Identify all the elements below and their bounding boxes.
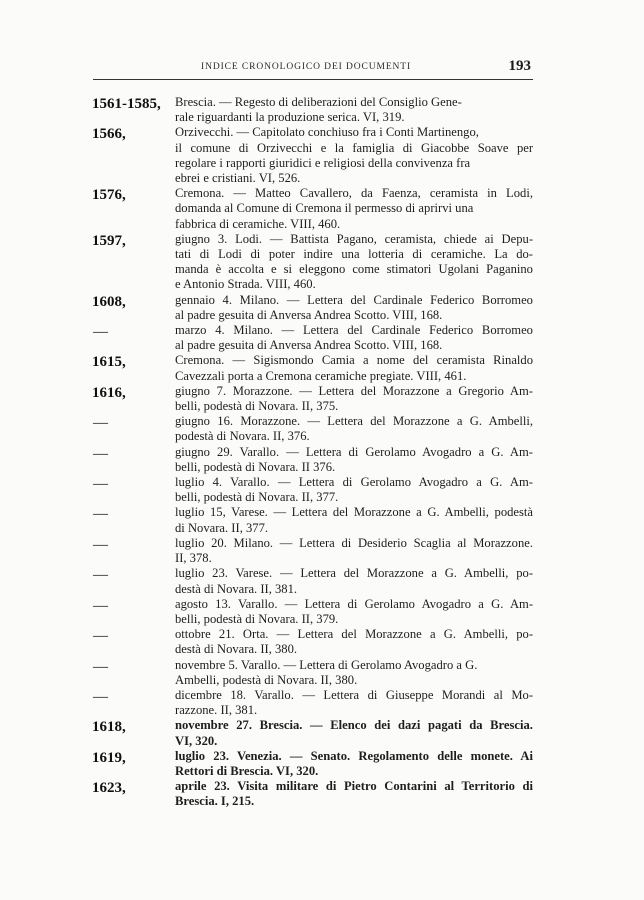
entry-text	[175, 414, 533, 444]
entry-year: 1566,	[92, 126, 126, 143]
document-entry	[0, 627, 644, 657]
page-number: 193	[508, 58, 531, 74]
entry-line: razzone. II, 381.	[175, 703, 258, 718]
entry-year: —	[93, 324, 108, 341]
document-entry	[0, 658, 644, 688]
entry-year: 1561-1585,	[92, 96, 161, 112]
entry-line: Cremona. — Sigismondo Camia a nome del ceramista Rinaldo	[175, 353, 534, 368]
entry-line: manda è accolta e si eleggono come stimatori Ugolani Paganino	[175, 262, 533, 277]
document-entry	[0, 95, 644, 125]
entry-line: giugno 3. Lodi. — Battista Pagano, ceramista, chiede ai Depu-	[175, 231, 534, 246]
entry-line: luglio 23. Varese. — Lettera del Morazzone a G. Ambelli, po-	[175, 566, 534, 581]
entry-line: destà di Novara. II, 381.	[175, 581, 298, 596]
entry-text	[175, 475, 533, 505]
entry-year: —	[93, 536, 108, 553]
entry-year: —	[93, 506, 108, 523]
entry-line: giugno 16. Morazzone. — Lettera del Morazzone a G. Ambelli,	[175, 414, 534, 429]
entry-year: 1616,	[92, 384, 126, 401]
chronological-entry-list	[0, 95, 644, 810]
entry-line: II, 378.	[175, 551, 212, 566]
document-entry	[0, 475, 644, 505]
entry-line: il comune di Orzivecchi e la famiglia di Giacobbe Soave per	[175, 140, 534, 155]
document-entry	[0, 414, 644, 444]
entry-text	[175, 536, 533, 566]
document-entry	[0, 232, 644, 293]
entry-line: ottobre 21. Orta. — Lettera del Morazzone a G. Ambelli, po-	[175, 627, 534, 642]
entry-text	[175, 323, 533, 353]
entry-line: Orzivecchi. — Capitolato conchiuso fra i Conti Martinengo,	[175, 125, 479, 140]
entry-year: —	[93, 628, 108, 645]
entry-year: —	[93, 658, 108, 675]
running-header	[93, 58, 533, 78]
entry-year: —	[93, 445, 108, 462]
entry-line: al padre gesuita di Anversa Andrea Scotto. VIII, 168.	[175, 307, 443, 322]
entry-year: —	[93, 476, 108, 493]
entry-line: agosto 13. Varallo. — Lettera di Gerolamo Avogadro a G. Am-	[175, 596, 534, 611]
entry-year: —	[93, 415, 108, 432]
entry-line: luglio 20. Milano. — Lettera di Desiderio Scaglia al Morazzone.	[175, 535, 533, 550]
entry-line: giugno 7. Morazzone. — Lettera del Morazzone a Gregorio Am-	[175, 383, 533, 398]
document-entry	[0, 293, 644, 323]
entry-text	[175, 125, 533, 186]
entry-text	[175, 688, 533, 718]
entry-text	[175, 597, 533, 627]
entry-text	[175, 186, 533, 232]
entry-text	[175, 505, 533, 535]
document-entry	[0, 353, 644, 383]
document-entry	[0, 323, 644, 353]
document-entry	[0, 749, 644, 779]
entry-text	[175, 445, 533, 475]
header-rule	[93, 79, 533, 80]
entry-year: 1619,	[92, 749, 126, 766]
entry-line: Cavezzali porta a Cremona ceramiche pregiate. VIII, 461.	[175, 368, 467, 383]
entry-line: al padre gesuita di Anversa Andrea Scotto. VIII, 168.	[175, 338, 443, 353]
entry-text	[175, 232, 533, 293]
entry-text	[175, 95, 533, 125]
entry-line: di Novara. II, 377.	[175, 520, 269, 535]
document-entry	[0, 505, 644, 535]
entry-line: Brescia. I, 215.	[175, 794, 255, 809]
entry-line: e Antonio Strada. VIII, 460.	[175, 277, 316, 292]
entry-line: gennaio 4. Milano. — Lettera del Cardinale Federico Borromeo	[175, 292, 533, 307]
entry-year: 1615,	[92, 354, 126, 371]
entry-text	[175, 627, 533, 657]
document-entry	[0, 566, 644, 596]
entry-line: regolare i rapporti giuridici e religiosi della convivenza fra	[175, 155, 471, 170]
entry-year: 1576,	[92, 187, 126, 204]
entry-line: ebrei e cristiani. VI, 526.	[175, 171, 301, 186]
entry-line: Brescia. — Regesto di deliberazioni del Consiglio Gene-	[175, 95, 462, 109]
entry-year: 1608,	[92, 293, 126, 310]
document-entry	[0, 445, 644, 475]
entry-line: belli, podestà di Novara. II 376.	[175, 459, 336, 474]
document-entry	[0, 718, 644, 748]
entry-text	[175, 353, 533, 383]
entry-line: novembre 5. Varallo. — Lettera di Gerolamo Avogadro a G.	[175, 657, 478, 672]
entry-line: aprile 23. Visita militare di Pietro Contarini al Territorio di	[175, 779, 533, 794]
entry-line: giugno 29. Varallo. — Lettera di Gerolamo Avogadro a G. Am-	[175, 444, 533, 459]
entry-line: Ambelli, podestà di Novara. II, 380.	[175, 672, 358, 687]
document-entry	[0, 688, 644, 718]
entry-text	[175, 718, 533, 748]
entry-line: belli, podestà di Novara. II, 375.	[175, 399, 339, 414]
entry-line: fabbrica di ceramiche. VIII, 460.	[175, 216, 341, 231]
entry-line: podestà di Novara. II, 376.	[175, 429, 310, 444]
entry-line: rale riguardanti la produzione serica. VI, 319.	[175, 110, 405, 125]
document-entry	[0, 125, 644, 186]
entry-year: 1618,	[92, 719, 126, 736]
entry-text	[175, 384, 533, 414]
entry-line: marzo 4. Milano. — Lettera del Cardinale Federico Borromeo	[175, 323, 533, 338]
entry-line: novembre 27. Brescia. — Elenco dei dazi pagati da Brescia.	[175, 718, 533, 733]
header-title: INDICE CRONOLOGICO DEI DOCUMENTI	[201, 62, 412, 72]
entry-text	[175, 749, 533, 779]
entry-year: 1597,	[92, 232, 126, 249]
entry-line: Rettori di Brescia. VI, 320.	[175, 763, 319, 778]
entry-line: belli, podestà di Novara. II, 377.	[175, 490, 339, 505]
entry-line: luglio 4. Varallo. — Lettera di Gerolamo Avogadro a G. Am-	[175, 475, 533, 490]
entry-line: luglio 15, Varese. — Lettera del Morazzone a G. Ambelli, podestà	[175, 505, 534, 520]
document-entry	[0, 186, 644, 232]
entry-text	[175, 566, 533, 596]
entry-text	[175, 293, 533, 323]
entry-year: —	[93, 567, 108, 584]
entry-year: —	[93, 688, 108, 705]
entry-year: 1623,	[92, 780, 126, 797]
entry-line: luglio 23. Venezia. — Senato. Regolamento delle monete. Ai	[175, 748, 534, 763]
entry-line: VI, 320.	[175, 733, 218, 748]
document-entry	[0, 779, 644, 809]
document-entry	[0, 597, 644, 627]
document-entry	[0, 384, 644, 414]
entry-line: belli, podestà di Novara. II, 379.	[175, 611, 339, 626]
entry-year: —	[93, 597, 108, 614]
entry-line: dicembre 18. Varallo. — Lettera di Giuseppe Morandi al Mo-	[175, 687, 534, 702]
entry-text	[175, 658, 533, 688]
entry-line: tati di Lodi di poter indire una lotteria di ceramiche. La do-	[175, 247, 534, 262]
entry-line: destà di Novara. II, 380.	[175, 642, 298, 657]
entry-line: domanda al Comune di Cremona il permesso di aprirvi una	[175, 201, 474, 216]
document-entry	[0, 536, 644, 566]
entry-text	[175, 779, 533, 809]
entry-line: Cremona. — Matteo Cavallero, da Faenza, ceramista in Lodi,	[175, 186, 533, 201]
